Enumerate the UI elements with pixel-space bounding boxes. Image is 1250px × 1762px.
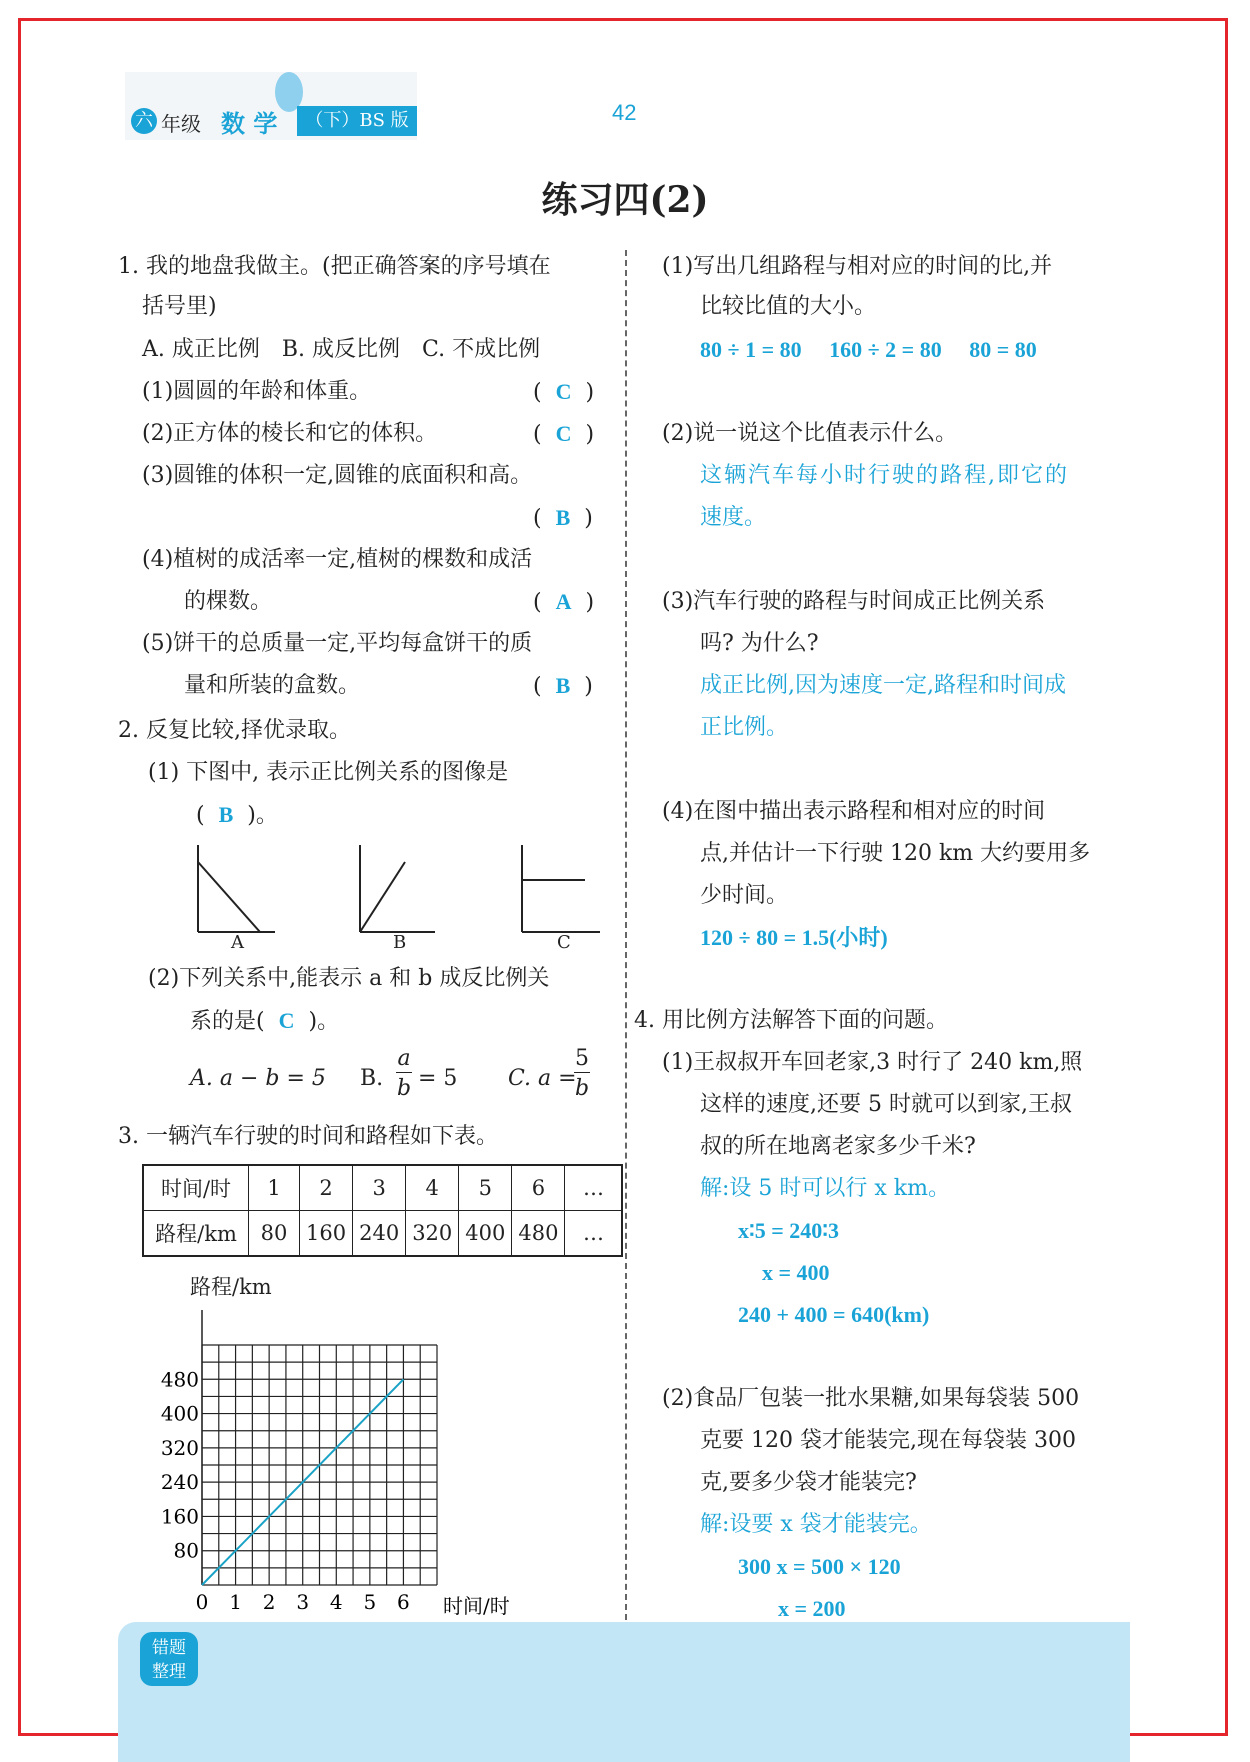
- x-axis-label: 时间/时: [443, 1594, 510, 1618]
- q4-answer1: 解:设 5 时可以行 x km。: [700, 1176, 950, 1201]
- y-tick-label: 240: [160, 1470, 199, 1495]
- x-tick-label: 2: [262, 1590, 276, 1614]
- table-cell: 320: [406, 1211, 459, 1257]
- table-cell: …: [565, 1211, 623, 1257]
- table-cell: 6: [512, 1165, 565, 1211]
- q4-sub2: (2)食品厂包装一批水果糖,如果每袋装 500: [662, 1386, 1080, 1411]
- table-cell: 400: [459, 1211, 512, 1257]
- q3-sub3: (3)汽车行驶的路程与时间成正比例关系: [662, 589, 1046, 614]
- table-cell: 4: [406, 1165, 459, 1211]
- y-tick-label: 480: [160, 1367, 199, 1392]
- q4-answer1: x = 400: [762, 1260, 830, 1285]
- q4-sub1: 叔的所在地离老家多少千米?: [700, 1134, 976, 1159]
- y-tick-label: 80: [173, 1538, 199, 1563]
- q3-sub4: 少时间。: [700, 883, 789, 908]
- time-distance-table: [142, 1164, 623, 1257]
- q3-answer2: 速度。: [700, 505, 767, 530]
- column-divider: [625, 250, 627, 1620]
- q4-sub2: 克,要多少袋才能装完?: [700, 1470, 917, 1495]
- q4-answer1: x∶5 = 240∶3: [738, 1218, 839, 1243]
- q3-sub1: (1)写出几组路程与相对应的时间的比,并: [662, 254, 1053, 279]
- q2-option-c-num: 5: [575, 1046, 589, 1071]
- q2-part2: (2)下列关系中,能表示 a 和 b 成反比例关: [148, 966, 550, 991]
- q2-part1: (1) 下图中, 表示正比例关系的图像是: [148, 760, 509, 785]
- q2-option-c-den: b: [574, 1076, 590, 1101]
- table-cell: 路程/km: [143, 1211, 249, 1257]
- y-tick-label: 400: [160, 1401, 199, 1426]
- q4-stem: 4. 用比例方法解答下面的问题。: [634, 1008, 948, 1033]
- x-tick-label: 6: [397, 1590, 410, 1614]
- q1-stem: 1. 我的地盘我做主。(把正确答案的序号填在: [118, 254, 551, 279]
- q3-sub3: 吗? 为什么?: [700, 631, 819, 656]
- q1-item: (2)正方体的棱长和它的体积。: [142, 421, 438, 446]
- q1-item: 量和所装的盒数。: [184, 673, 361, 698]
- q1-item: (1)圆圆的年龄和体重。: [142, 379, 372, 404]
- q3-answer2: 这辆汽车每小时行驶的路程,即它的: [700, 463, 1069, 488]
- x-tick-label: 5: [363, 1590, 377, 1614]
- q4-sub1: 这样的速度,还要 5 时就可以到家,王叔: [700, 1092, 1072, 1117]
- table-cell: 80: [249, 1211, 300, 1257]
- grade-badge: 六: [131, 108, 157, 134]
- q1-item: (4)植树的成活率一定,植树的棵数和成活: [142, 547, 533, 572]
- book-logo: [125, 72, 417, 140]
- error-notes-badge: 错题 整理: [140, 1632, 198, 1686]
- q3-sub2: (2)说一说这个比值表示什么。: [662, 421, 958, 446]
- table-cell: …: [565, 1165, 623, 1211]
- q4-answer2: 300 x = 500 × 120: [738, 1554, 901, 1579]
- x-tick-label: 0: [195, 1590, 209, 1614]
- q1-answer: ( B ): [533, 673, 593, 699]
- table-cell: 1: [249, 1165, 300, 1211]
- q4-sub1: (1)王叔叔开车回老家,3 时行了 240 km,照: [662, 1050, 1083, 1075]
- table-cell: 3: [353, 1165, 406, 1211]
- page-number: 42: [612, 100, 637, 125]
- table-cell: 5: [459, 1165, 512, 1211]
- q2-option-b-rhs: = 5: [418, 1066, 458, 1091]
- q1-answer: ( C ): [533, 379, 595, 405]
- q1-answer: ( A ): [533, 589, 595, 615]
- table-cell: 时间/时: [143, 1165, 249, 1211]
- q2-option-b-den: b: [396, 1076, 412, 1101]
- q4-answer1: 240 + 400 = 640(km): [738, 1302, 930, 1327]
- q3-sub1: 比较比值的大小。: [700, 294, 877, 319]
- q4-answer2: x = 200: [778, 1596, 846, 1621]
- q2-part1-answer: ( B )。: [196, 802, 278, 828]
- error-notes-area: [118, 1622, 1130, 1762]
- q1-answer: ( B ): [533, 505, 593, 531]
- table-cell: 480: [512, 1211, 565, 1257]
- distance-time-chart: [160, 1290, 590, 1630]
- x-tick-label: 1: [229, 1590, 242, 1614]
- q2-option-b-label: B.: [360, 1066, 384, 1091]
- q2-stem: 2. 反复比较,择优录取。: [118, 718, 351, 743]
- q2-part2: 系的是( C )。: [190, 1008, 340, 1034]
- q4-answer2: 解:设要 x 袋才能装完。: [700, 1512, 932, 1537]
- q1-options: A. 成正比例 B. 成反比例 C. 不成比例: [142, 337, 541, 362]
- grade-text: 年级: [161, 112, 201, 136]
- q3-answer3: 正比例。: [700, 715, 789, 740]
- edition: （下）BS 版: [297, 106, 417, 136]
- q3-sub4: (4)在图中描出表示路程和相对应的时间: [662, 799, 1046, 824]
- q1-item: 的棵数。: [184, 589, 273, 614]
- graph-label-c: C: [557, 932, 571, 953]
- graph-y-label: 路程/km: [190, 1275, 272, 1299]
- page-title: 练习四(2): [541, 179, 709, 221]
- q2-option-b-num: a: [397, 1046, 411, 1071]
- table-row: [143, 1211, 622, 1257]
- table-cell: 2: [300, 1165, 353, 1211]
- table-row: [143, 1165, 622, 1211]
- graph-label-a: A: [231, 932, 244, 953]
- q1-item: (5)饼干的总质量一定,平均每盒饼干的质: [142, 631, 533, 656]
- q1-item: (3)圆锥的体积一定,圆锥的底面积和高。: [142, 463, 533, 488]
- graph-label-b: B: [393, 932, 407, 953]
- table-cell: 160: [300, 1211, 353, 1257]
- x-tick-label: 4: [329, 1590, 343, 1614]
- table-cell: 240: [353, 1211, 406, 1257]
- q3-stem: 3. 一辆汽车行驶的时间和路程如下表。: [118, 1124, 498, 1149]
- y-tick-label: 160: [160, 1504, 199, 1529]
- q4-sub2: 克要 120 袋才能装完,现在每袋装 300: [700, 1428, 1076, 1453]
- q2-option-c-label: C. a =: [508, 1066, 577, 1091]
- q1-answer: ( C ): [533, 421, 595, 447]
- subject: 数 学: [221, 109, 278, 138]
- q1-stem: 括号里): [142, 294, 217, 319]
- q3-sub4: 点,并估计一下行驶 120 km 大约要用多: [700, 841, 1091, 866]
- q3-answer3: 成正比例,因为速度一定,路程和时间成: [700, 673, 1066, 698]
- y-tick-label: 320: [160, 1435, 199, 1460]
- q3-answer1: 80 ÷ 1 = 80 160 ÷ 2 = 80 80 = 80: [700, 337, 1037, 362]
- x-tick-label: 3: [296, 1590, 310, 1614]
- q3-answer4: 120 ÷ 80 = 1.5(小时): [700, 925, 888, 950]
- q2-graphs: [160, 840, 620, 950]
- q2-option-a: A. a − b = 5: [190, 1066, 326, 1091]
